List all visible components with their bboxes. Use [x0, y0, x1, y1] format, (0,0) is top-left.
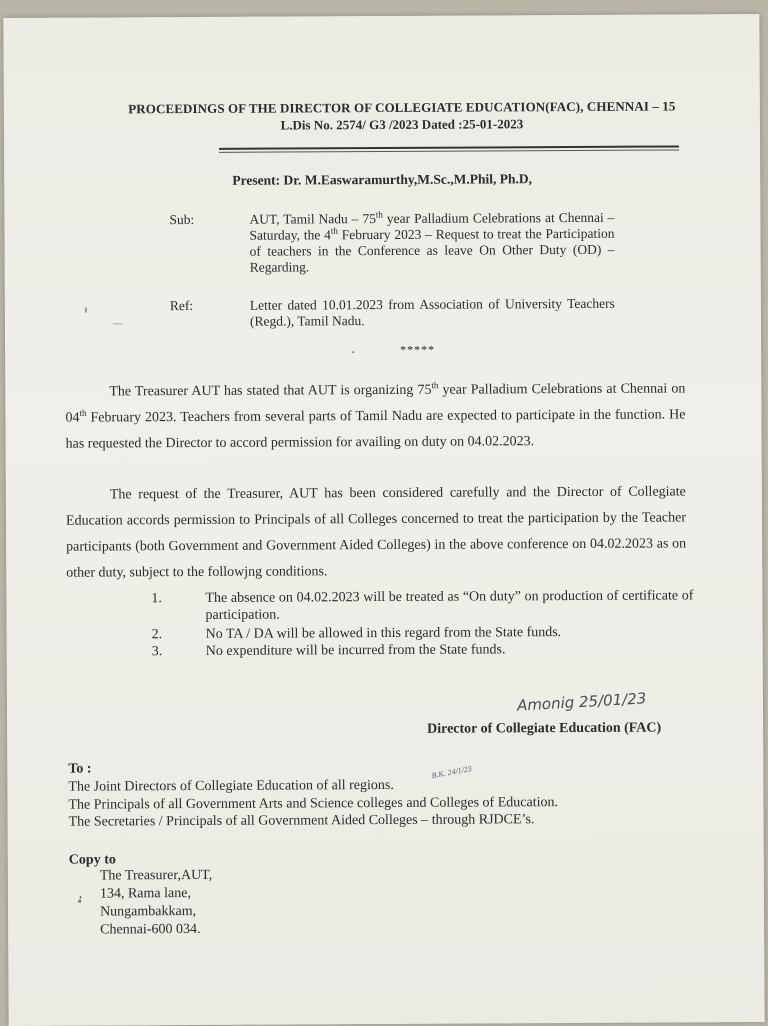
- handwritten-initial: B.K. 24/1/23: [430, 764, 473, 781]
- pen-mark-icon: ➶: [73, 893, 87, 907]
- proceedings-title: PROCEEDINGS OF THE DIRECTOR OF COLLEGIATE EDUCATION(FAC), CHENNAI – 15: [128, 98, 676, 117]
- address-line: The Treasurer,AUT,: [99, 867, 213, 884]
- handwritten-signature: Amonig 25/01/23: [516, 689, 647, 715]
- scan-mark: [85, 308, 87, 313]
- subject-text: AUT, Tamil Nadu – 75th year Palladium Celebrations at Chennai – Saturday, the 4th February 2023 – Request to treat the Participation of teachers in the Conference as leave On Other Duty (OD) – Regarding.: [249, 209, 615, 275]
- scan-mark: [352, 351, 354, 353]
- subject-label: Sub:: [169, 211, 195, 228]
- reference-label: Ref:: [169, 297, 194, 314]
- body-paragraph-2: The request of the Treasurer, AUT has been considered carefully and the Director of Collegiate Education accords permission to Principals of all Colleges concerned to treat the participation by the Teacher participants (both Government and Government Aided Colleges) in the above conference on 04.02.2023 as on other duty, subject to the followjng conditions.: [65, 484, 687, 581]
- signatory-title: Director of Collegiate Education (FAC): [427, 720, 662, 737]
- recipient-line: The Joint Directors of Collegiate Education of all regions.: [68, 777, 394, 795]
- separator: *****: [400, 342, 436, 357]
- copy-to-label: Copy to: [68, 852, 116, 868]
- recipient-line: The Principals of all Government Arts and Science colleges and Colleges of Education.: [68, 795, 559, 813]
- condition-item: 3. No expenditure will be incurred from the State funds.: [151, 642, 506, 660]
- present-line: Present: Dr. M.Easwaramurthy,M.Sc.,M.Phil, Ph.D,: [232, 171, 533, 188]
- scan-mark: [113, 323, 123, 324]
- address-line: Nungambakkam,: [100, 903, 197, 920]
- body-paragraph-1: The Treasurer AUT has stated that AUT is organizing 75th year Palladium Celebrations at Chennai on 04th February 2023. Teachers from several parts of Tamil Nadu are expected to participate in the function. He has requested the Director to accord permission for availing on duty on 04.02.2023.: [65, 380, 686, 452]
- address-line: Chennai-600 034.: [100, 921, 201, 938]
- recipient-line: The Secretaries / Principals of all Government Aided Colleges – through RJDCE’s.: [68, 812, 535, 830]
- condition-item: 1. The absence on 04.02.2023 will be treated as “On duty” on production of certificate of participation.: [151, 588, 694, 623]
- to-label: To :: [68, 761, 92, 777]
- header-rule-thin: [219, 149, 679, 152]
- reference-text: Letter dated 10.01.2023 from Association of University Teachers (Regd.), Tamil Nadu.: [249, 295, 615, 329]
- condition-item: 2. No TA / DA will be allowed in this regard from the State funds.: [151, 625, 562, 643]
- reference-number-date: L.Dis No. 2574/ G3 /2023 Dated :25-01-2023: [280, 116, 524, 133]
- address-line: 134, Rama lane,: [99, 886, 191, 902]
- document-page: [3, 14, 764, 1026]
